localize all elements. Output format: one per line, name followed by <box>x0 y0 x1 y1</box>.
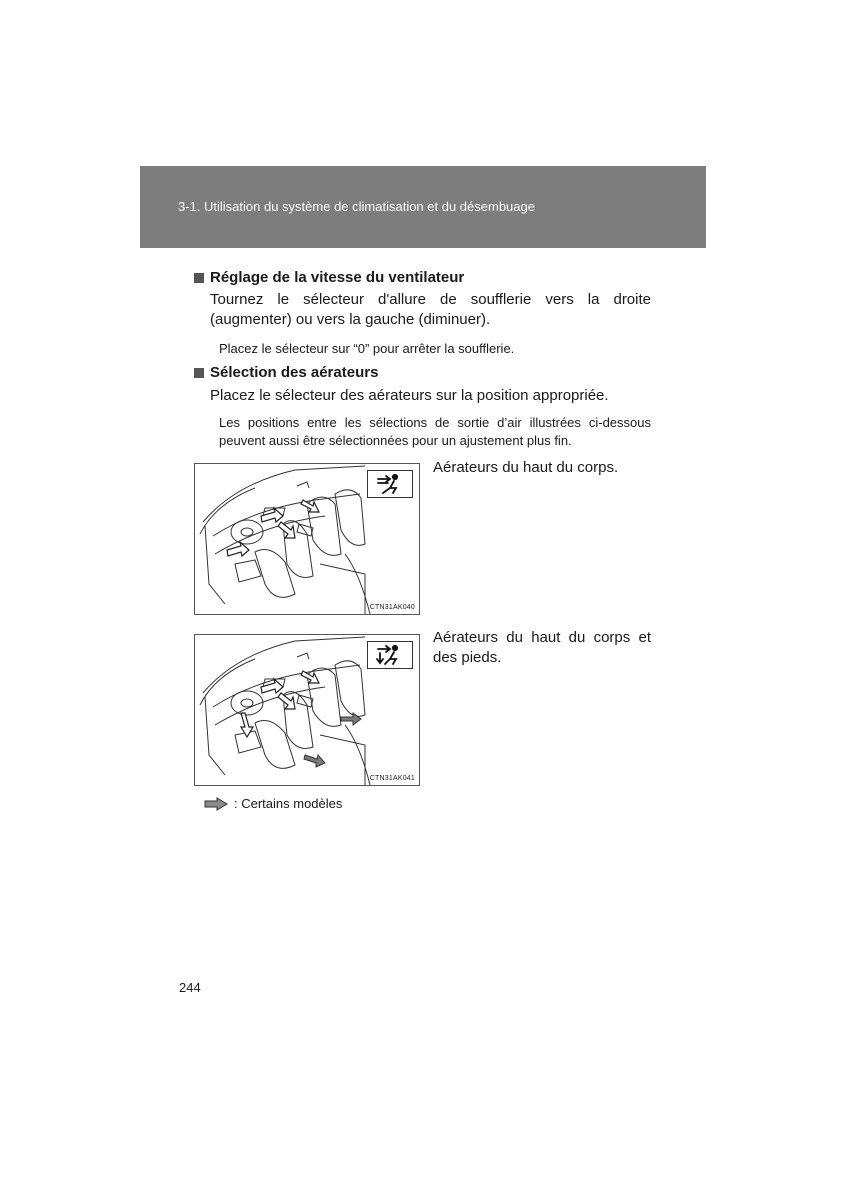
square-bullet-icon <box>194 273 204 283</box>
square-bullet-icon <box>194 368 204 378</box>
figure-code: CTN31AK041 <box>369 775 415 782</box>
section-heading-text: Sélection des aérateurs <box>210 364 379 381</box>
figure-bi-level-vents <box>194 634 420 786</box>
section-body-fan-speed: Tournez le sélecteur d'allure de soufflerie vers la droite (augmenter) ou vers la gauche (diminuer). <box>210 291 651 328</box>
figure-caption: Aérateurs du haut du corps et des pieds. <box>433 629 651 666</box>
section-body-vents: Placez le sélecteur des aérateurs sur la position appropriée. <box>210 387 609 404</box>
section-note-fan-speed: Placez le sélecteur sur “0” pour arrêter la soufflerie. <box>219 341 515 356</box>
figure-upper-body-vents <box>194 463 420 615</box>
upper-body-vent-icon <box>367 470 413 498</box>
section-heading-fan-speed <box>194 269 464 286</box>
chapter-title: 3-1. Utilisation du système de climatisation et du désembuage <box>178 199 535 214</box>
page-number: 244 <box>179 980 201 995</box>
legend-text: : Certains modèles <box>234 796 343 811</box>
gray-arrow-icon <box>204 797 228 811</box>
bi-level-vent-icon <box>367 641 413 669</box>
section-note-vents: Les positions entre les sélections de sortie d’air illustrées ci-dessous peuvent aussi être sélectionnées pour un ajustement plus fin. <box>219 415 651 448</box>
figure-code: CTN31AK040 <box>369 604 415 611</box>
legend <box>204 796 342 811</box>
section-heading-text: Réglage de la vitesse du ventilateur <box>210 269 465 286</box>
figure-caption: Aérateurs du haut du corps. <box>433 459 619 476</box>
section-heading-vents <box>194 364 378 381</box>
chapter-header <box>140 166 706 248</box>
